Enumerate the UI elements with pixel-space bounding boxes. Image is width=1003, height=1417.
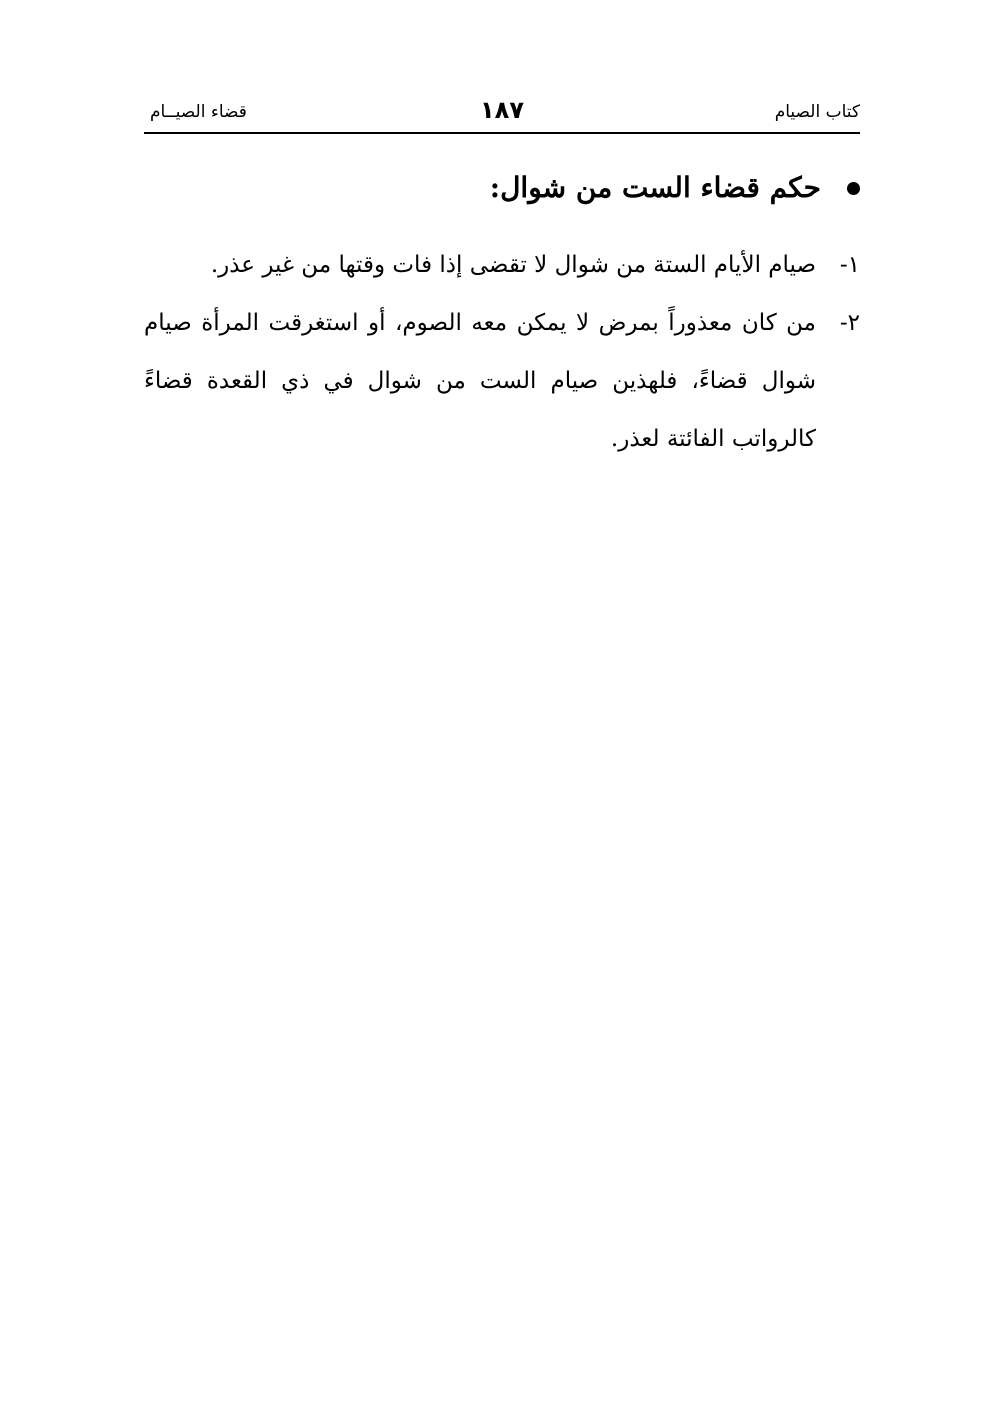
page-header [144,92,860,134]
section-heading [144,162,860,214]
list-item [144,236,860,294]
bullet-icon [847,182,860,195]
list-item-number: ٢- [839,310,860,336]
running-head-book-title: كتاب الصيام [774,102,860,122]
list-item [144,294,860,468]
list-item-number: ١- [839,252,860,278]
page-number: ١٨٧ [480,96,524,124]
section-heading-text: حكم قضاء الست من شوال: [489,171,821,204]
list-item-text: صيام الأيام الستة من شوال لا تقضى إذا فات وقتها من غير عذر. [210,252,816,278]
list-item-text: من كان معذوراً بمرض لا يمكن معه الصوم، أو استغرقت المرأة صيام شوال قضاءً، فلهذين صيام الست من شوال في ذي القعدة قضاءً كالرواتب الفائتة لعذر. [144,310,816,452]
page-body [144,162,860,468]
running-head-chapter-title: قضاء الصيــام [150,102,247,122]
